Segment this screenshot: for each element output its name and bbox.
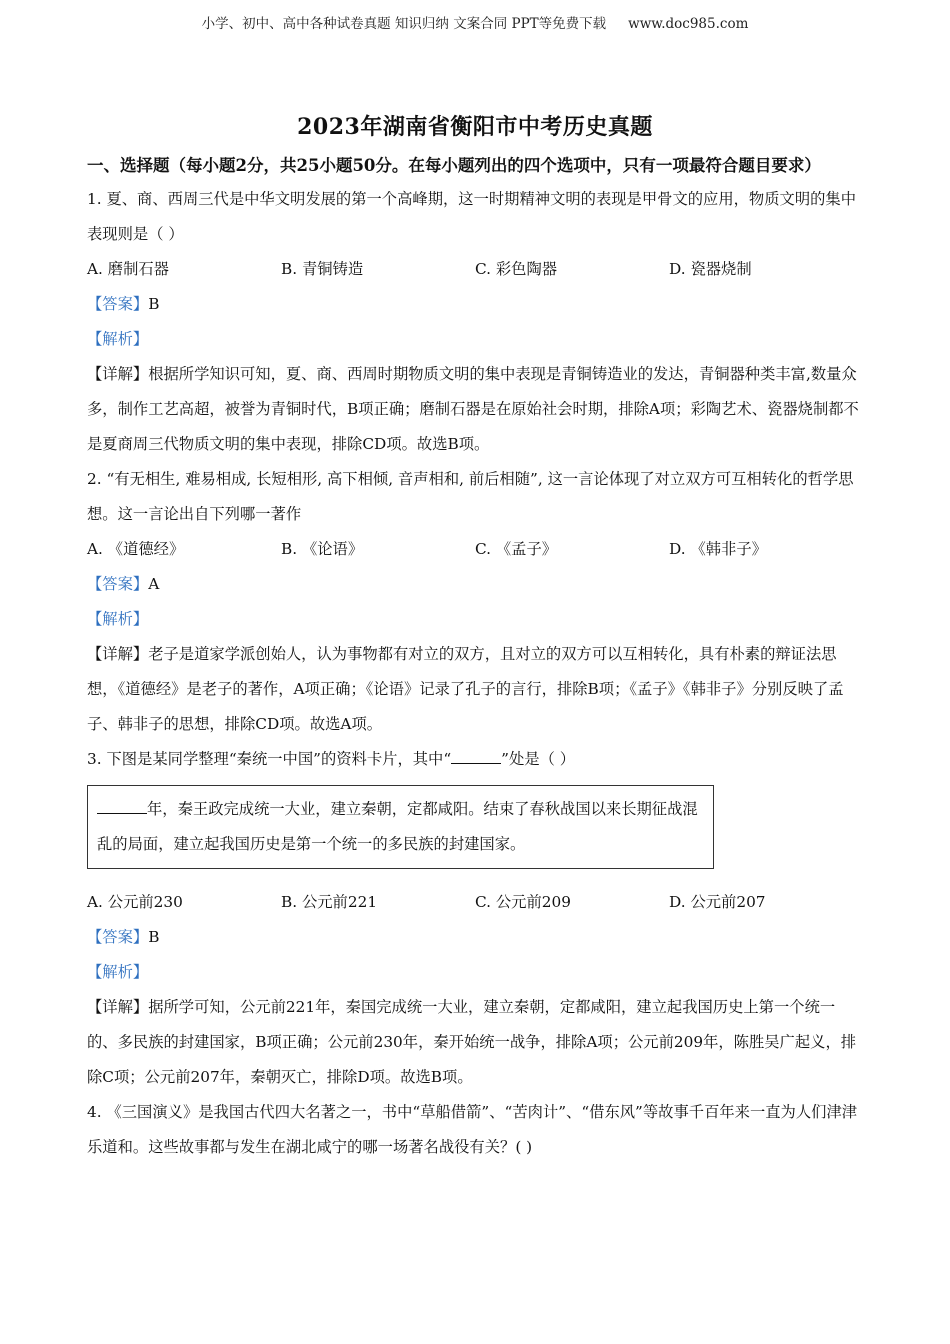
question-2-option-d: D. 《韩非子》 [669,540,767,558]
question-1-option-d: D. 瓷器烧制 [669,260,752,278]
card-blank-line [97,799,147,814]
answer-label: 【答案】 [87,928,149,946]
question-3-analysis [87,955,863,990]
detail-label: 【详解】 [87,998,149,1016]
question-2-stem: 2. “有无相生, 难易相成, 长短相形, 高下相倾, 音声相和, 前后相随”, 这一言论体现了对立双方可互相转化的哲学思想。这一言论出自下列哪一著作 [87,470,854,523]
analysis-label: 【解析】 [87,610,149,628]
question-3-detail [87,990,863,1095]
question-3-option-c: C. 公元前209 [475,893,571,911]
question-1-options [87,252,863,287]
blank-line [451,749,501,764]
question-3-answer [87,920,863,955]
question-2-option-b: B. 《论语》 [281,540,364,558]
question-2-answer [87,567,863,602]
question-3-option-a: A. 公元前230 [87,893,183,911]
answer-label: 【答案】 [87,575,149,593]
question-2-detail [87,637,863,742]
question-1-option-c: C. 彩色陶器 [475,260,558,278]
answer-label: 【答案】 [87,295,149,313]
header-banner-text: 小学、初中、高中各种试卷真题 知识归纳 文案合同 PPT等免费下载 [201,16,607,32]
answer-value: B [148,295,160,313]
detail-text: 据所学可知，公元前221年，秦国完成统一大业，建立秦朝，定都咸阳，建立起我国历史上第一个统一的、多民族的封建国家，B项正确；公元前230年，秦开始统一战争，排除A项；公元前209年，陈胜吴广起义，排除C项；公元前207年，秦朝灭亡，排除D项。故选B项。 [87,998,857,1086]
question-2-option-c: C. 《孟子》 [475,540,558,558]
detail-label: 【详解】 [87,365,149,383]
detail-label: 【详解】 [87,645,149,663]
analysis-label: 【解析】 [87,330,149,348]
document-body [87,152,863,1165]
question-1-analysis [87,322,863,357]
question-1-answer [87,287,863,322]
question-2-option-a: A. 《道德经》 [87,540,185,558]
detail-text: 根据所学知识可知，夏、商、西周时期物质文明的集中表现是青铜铸造业的发达，青铜器种类丰富,数量众多，制作工艺高超，被誉为青铜时代，B项正确；磨制石器是在原始社会时期，排除A项；彩陶艺术、瓷器烧制都不是夏商周三代物质文明的集中表现，排除CD项。故选B项。 [87,365,859,453]
question-2-options [87,532,863,567]
detail-text: 老子是道家学派创始人，认为事物都有对立的双方，且对立的双方可以互相转化，具有朴素的辩证法思想，《道德经》是老子的著作，A项正确；《论语》记录了孔子的言行，排除B项；《孟子》《韩非子》分别反映了孟子、韩非子的思想，排除CD项。故选A项。 [87,645,844,733]
answer-value: A [148,575,160,593]
question-2-analysis [87,602,863,637]
material-card [87,785,714,869]
question-3-option-b: B. 公元前221 [281,893,378,911]
question-1-stem: 1. 夏、商、西周三代是中华文明发展的第一个高峰期，这一时期精神文明的表现是甲骨文的应用，物质文明的集中表现则是（ ） [87,190,857,243]
question-1-detail [87,357,863,462]
answer-value: B [148,928,160,946]
page-header [0,12,950,32]
question-3-stem [87,742,863,777]
question-4-stem: 4. 《三国演义》是我国古代四大名著之一，书中“草船借箭”、“苦肉计”、“借东风”等故事千百年来一直为人们津津乐道和。这些故事都与发生在湖北咸宁的哪一场著名战役有关？( ) [87,1103,858,1156]
section-heading: 一、选择题（每小题2分，共25小题50分。在每小题列出的四个选项中，只有一项最符合题目要求） [87,156,821,175]
stem-text-before-blank: 3. 下图是某同学整理“秦统一中国”的资料卡片，其中“ [87,750,452,768]
question-3-options [87,885,863,920]
card-text: 年，秦王政完成统一大业，建立秦朝，定都咸阳。结束了春秋战国以来长期征战混乱的局面，建立起我国历史是第一个统一的多民族的封建国家。 [97,800,698,853]
question-3-option-d: D. 公元前207 [669,893,766,911]
question-1-option-a: A. 磨制石器 [87,260,169,278]
header-site-link[interactable]: www.doc985.com [628,16,749,32]
analysis-label: 【解析】 [87,963,149,981]
document-title: 2023年湖南省衡阳市中考历史真题 [297,114,653,140]
stem-text-after-blank: ”处是（ ） [501,750,576,768]
question-1-option-b: B. 青铜铸造 [281,260,364,278]
